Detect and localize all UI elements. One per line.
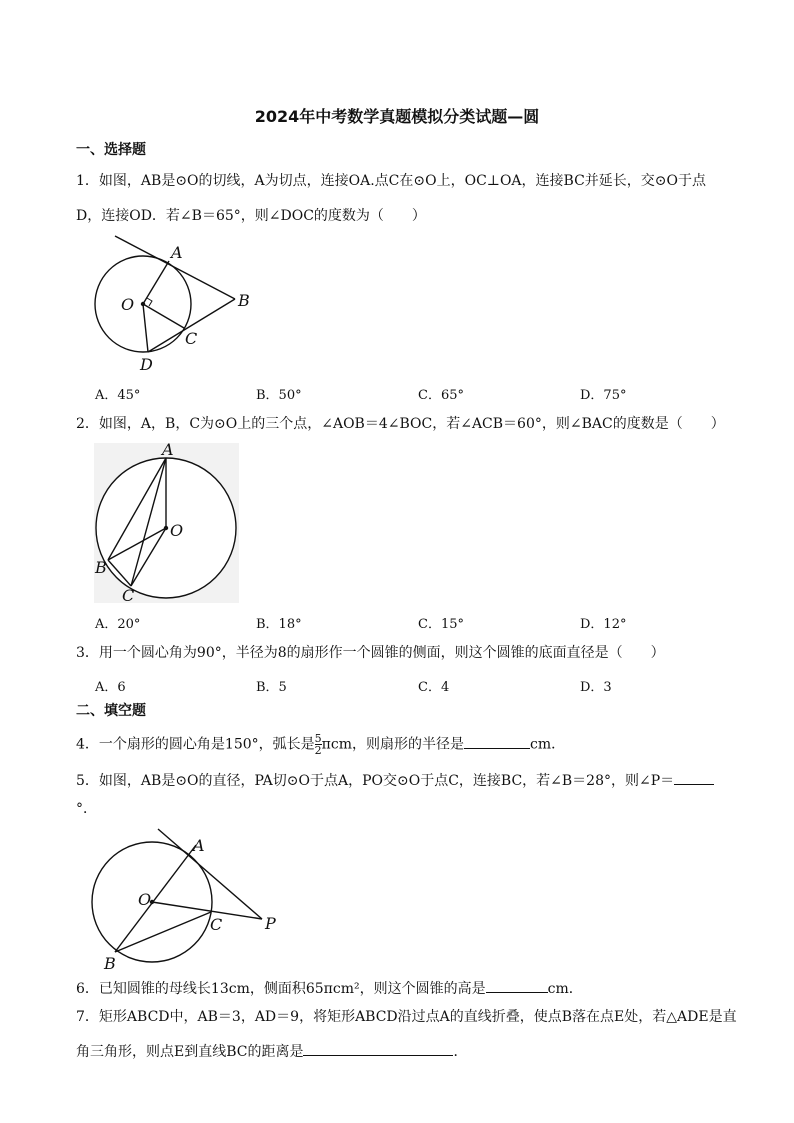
question-number: 1． bbox=[76, 173, 99, 189]
q1-label-o: O bbox=[121, 295, 135, 314]
q1-center-dot bbox=[141, 302, 145, 306]
q1-label-d: D bbox=[140, 355, 153, 374]
q1-right-angle-mark bbox=[147, 298, 152, 306]
q5-label-b: B bbox=[104, 954, 116, 973]
q2-label-c: C bbox=[122, 586, 135, 605]
question-5-line-2: °． bbox=[76, 801, 97, 817]
q2-label-b: B bbox=[95, 558, 107, 577]
q5-diameter-ab bbox=[115, 845, 196, 952]
page-title: 2024年中考数学真题模拟分类试题—圆 bbox=[254, 107, 540, 126]
question-text: 如图，AB是⊙O的切线，A为切点，连接OA.点C在⊙O上，OC⊥OA，连接BC并延长，交⊙O于点 bbox=[98, 173, 707, 189]
q2-option-a: A．20° bbox=[95, 617, 141, 632]
end-punctuation: ． bbox=[453, 1044, 468, 1060]
q2-label-o: O bbox=[170, 521, 184, 540]
question-7 bbox=[76, 1008, 737, 1026]
question-3 bbox=[76, 644, 665, 662]
q1-figure bbox=[85, 228, 265, 378]
q2-label-a: A bbox=[162, 440, 174, 459]
q5-label-a: A bbox=[193, 836, 205, 855]
q3-option-d: D．3 bbox=[580, 680, 612, 695]
q1-label-c: C bbox=[185, 329, 198, 348]
q1-label-b: B bbox=[238, 291, 250, 310]
answer-blank[interactable] bbox=[486, 978, 548, 993]
question-5 bbox=[76, 770, 714, 790]
q2-option-d: D．12° bbox=[580, 617, 627, 632]
question-text-continued: πcm，则扇形的半径是 bbox=[321, 736, 464, 753]
q5-figure bbox=[90, 825, 290, 975]
answer-blank[interactable] bbox=[464, 734, 530, 749]
q5-label-c: C bbox=[210, 915, 223, 934]
q1-option-b: B．50° bbox=[256, 388, 302, 403]
q2-option-c: C．15° bbox=[418, 617, 464, 632]
q3-option-b: B．5 bbox=[256, 680, 287, 695]
q3-option-c: C．4 bbox=[418, 680, 450, 695]
q5-label-p: P bbox=[265, 914, 276, 933]
question-7-line-2 bbox=[76, 1041, 467, 1061]
q1-option-a: A．45° bbox=[95, 388, 141, 403]
fraction-denominator: 2 bbox=[314, 744, 322, 757]
q1-option-d: D．75° bbox=[580, 388, 627, 403]
question-number: 2． bbox=[76, 416, 99, 432]
question-1 bbox=[76, 172, 706, 190]
question-6 bbox=[76, 978, 583, 998]
unit-text: cm． bbox=[547, 981, 583, 997]
question-number: 6． bbox=[76, 981, 99, 997]
q2-option-b: B．18° bbox=[256, 617, 302, 632]
q1-segment-od bbox=[143, 304, 148, 352]
question-text: 一个扇形的圆心角是150°，弧长是 bbox=[98, 736, 315, 753]
question-text: 用一个圆心角为90°，半径为8的扇形作一个圆锥的侧面，则这个圆锥的底面直径是（ ） bbox=[98, 645, 665, 661]
section-heading-choice: 一、选择题 bbox=[76, 142, 146, 158]
question-text: 已知圆锥的母线长13cm，侧面积65πcm²，则这个圆锥的高是 bbox=[98, 981, 486, 997]
q1-segment-oa bbox=[143, 261, 169, 304]
q1-segment-oc bbox=[143, 304, 184, 328]
q2-figure bbox=[94, 440, 239, 605]
question-1-line-2: D，连接OD．若∠B＝65°，则∠DOC的度数为（ ） bbox=[76, 208, 426, 224]
q3-option-a: A．6 bbox=[95, 680, 126, 695]
question-number: 7． bbox=[76, 1009, 99, 1025]
q1-label-a: A bbox=[171, 243, 183, 262]
q1-option-c: C．65° bbox=[418, 388, 464, 403]
q2-center-dot bbox=[164, 526, 168, 530]
unit-text: cm． bbox=[529, 736, 566, 753]
answer-blank[interactable] bbox=[674, 770, 714, 785]
question-text: 矩形ABCD中，AB＝3，AD＝9，将矩形ABCD沿过点A的直线折叠，使点B落在点E处，若△ADE是直 bbox=[98, 1009, 737, 1025]
question-text: 如图，AB是⊙O的直径，PA切⊙O于点A，PO交⊙O于点C，连接BC，若∠B＝28°，则∠P＝ bbox=[98, 773, 675, 789]
section-heading-fill: 二、填空题 bbox=[76, 703, 146, 719]
question-text: 如图，A，B，C为⊙O上的三个点，∠AOB＝4∠BOC，若∠ACB＝60°，则∠BAC的度数是（ ） bbox=[98, 416, 725, 432]
question-text: 角三角形，则点E到直线BC的距离是 bbox=[76, 1044, 304, 1060]
question-2 bbox=[76, 415, 725, 433]
question-number: 3． bbox=[76, 645, 99, 661]
answer-blank[interactable] bbox=[303, 1041, 453, 1056]
fraction-numerator: 5 bbox=[314, 732, 322, 745]
fraction bbox=[315, 733, 322, 756]
question-number: 4． bbox=[76, 736, 99, 753]
question-4 bbox=[76, 733, 565, 756]
q5-label-o: O bbox=[138, 890, 152, 909]
question-number: 5． bbox=[76, 773, 99, 789]
